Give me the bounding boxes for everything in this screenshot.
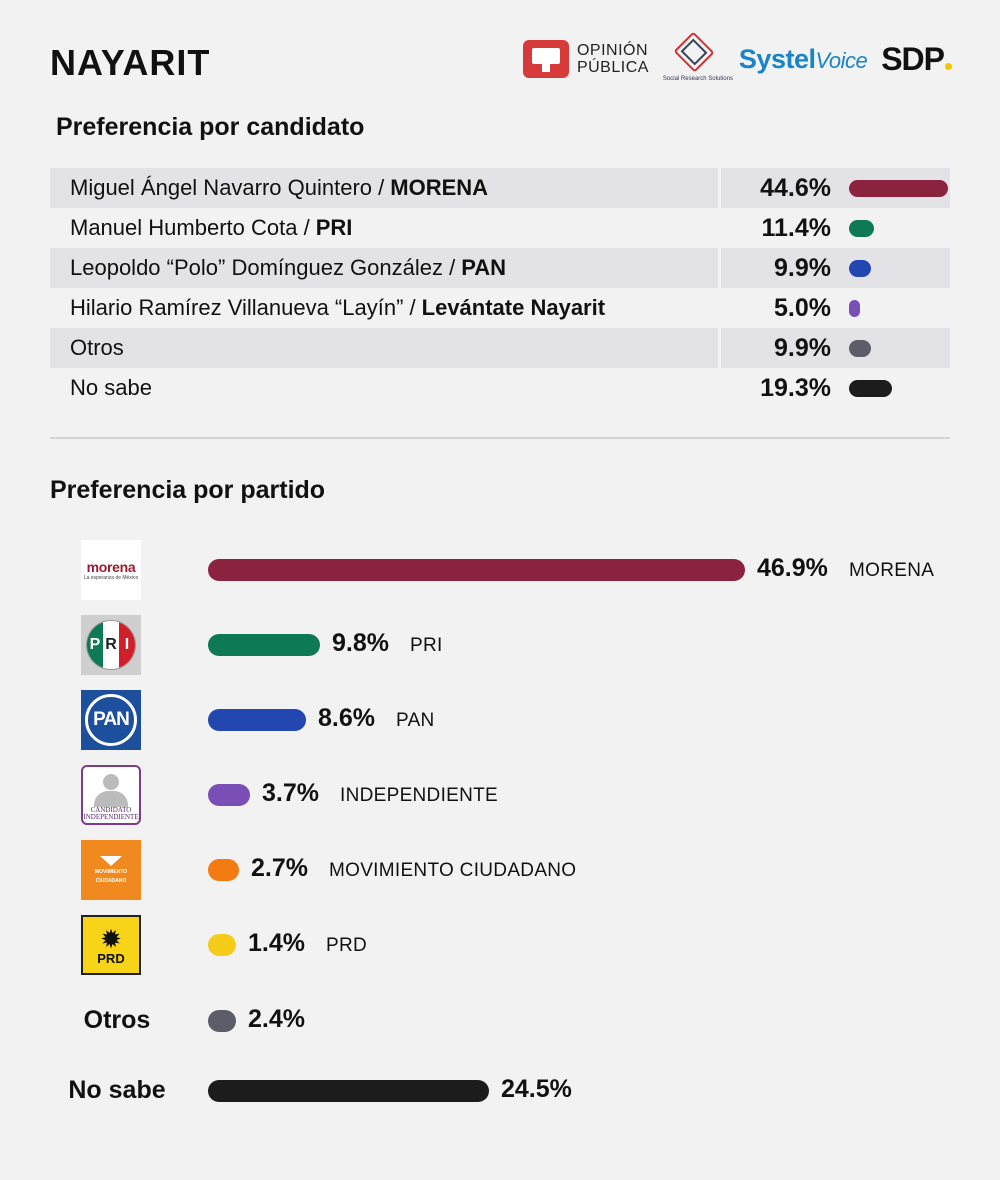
party-bar bbox=[208, 1010, 236, 1032]
party-row bbox=[0, 915, 1000, 975]
candidate-name: Manuel Humberto Cota / PRI bbox=[70, 215, 353, 240]
candidate-value-cell bbox=[721, 168, 950, 208]
candidate-name-text: Hilario Ramírez Villanueva “Layín” bbox=[70, 295, 404, 320]
party-section-title: Preferencia por partido bbox=[50, 476, 326, 504]
party-row-label: Otros bbox=[83, 1006, 151, 1034]
systel-voice-logo: SystelVoice bbox=[738, 43, 868, 74]
candidate-name-text: No sabe bbox=[70, 375, 152, 400]
party-percent-label: 9.8% bbox=[332, 629, 389, 657]
candidate-party: Levántate Nayarit bbox=[421, 295, 606, 320]
independiente-logo: CANDIDATO INDEPENDIENTE bbox=[81, 765, 141, 825]
candidate-name-text: Otros bbox=[70, 335, 124, 360]
candidate-name-text: Leopoldo “Polo” Domínguez González bbox=[70, 255, 444, 280]
candidate-name bbox=[50, 328, 718, 368]
candidate-value-cell bbox=[721, 288, 950, 328]
party-name-label: MOVIMIENTO CIUDADANO bbox=[329, 860, 577, 881]
party-percent-label: 1.4% bbox=[248, 929, 305, 957]
party-bar bbox=[208, 784, 250, 806]
candidate-party: MORENA bbox=[390, 175, 489, 200]
candidate-bar bbox=[849, 180, 948, 197]
party-name-label: MORENA bbox=[849, 560, 935, 581]
candidate-percent-label: 44.6% bbox=[760, 173, 831, 202]
candidate-party: PAN bbox=[461, 255, 507, 280]
party-row bbox=[0, 765, 1000, 825]
candidate-percent-label: 19.3% bbox=[760, 373, 831, 402]
candidate-row bbox=[50, 328, 950, 368]
candidate-value-cell bbox=[721, 248, 950, 288]
candidate-row bbox=[50, 248, 950, 288]
party-row bbox=[0, 690, 1000, 750]
movimiento-ciudadano-logo: MOVIMIENTO CIUDADANO bbox=[81, 840, 141, 900]
candidate-row bbox=[50, 288, 950, 328]
candidate-value-cell bbox=[721, 208, 950, 248]
pan-logo: PAN bbox=[81, 690, 141, 750]
opinion-logo-line1: OPINIÓN bbox=[576, 42, 649, 59]
party-percent-label: 46.9% bbox=[757, 554, 828, 582]
candidate-value-cell bbox=[721, 328, 950, 368]
candidate-preference-table bbox=[50, 168, 950, 408]
party-bar bbox=[208, 934, 236, 956]
section-divider bbox=[50, 437, 950, 439]
party-row bbox=[0, 615, 1000, 675]
party-percent-label: 2.7% bbox=[251, 854, 308, 882]
candidate-percent-label: 5.0% bbox=[774, 293, 831, 322]
sponsor-logos bbox=[523, 36, 952, 82]
candidates-section-title: Preferencia por candidato bbox=[56, 113, 365, 141]
sdp-logo: SDP bbox=[881, 41, 952, 78]
party-name-label: PRI bbox=[410, 635, 443, 656]
morena-logo: morena La esperanza de México bbox=[81, 540, 141, 600]
candidate-percent-label: 9.9% bbox=[774, 253, 831, 282]
party-name-label: PAN bbox=[396, 710, 435, 731]
party-row bbox=[0, 1070, 1000, 1130]
candidate-name: Miguel Ángel Navarro Quintero / MORENA bbox=[50, 168, 718, 208]
candidate-name: Hilario Ramírez Villanueva “Layín” / Levántate Nayarit bbox=[70, 295, 606, 320]
pri-logo: P R I bbox=[81, 615, 141, 675]
party-bar bbox=[208, 859, 239, 881]
candidate-name-text: Manuel Humberto Cota bbox=[70, 215, 298, 240]
party-bar bbox=[208, 634, 320, 656]
party-row bbox=[0, 540, 1000, 600]
party-bar bbox=[208, 559, 745, 581]
candidate-name: Leopoldo “Polo” Domínguez González / PAN bbox=[50, 248, 718, 288]
candidate-name bbox=[50, 368, 718, 408]
party-name-label: INDEPENDIENTE bbox=[340, 785, 499, 806]
candidate-percent-label: 11.4% bbox=[761, 213, 831, 242]
page-title: NAYARIT bbox=[50, 42, 211, 83]
party-bar bbox=[208, 709, 306, 731]
candidate-value-cell bbox=[721, 368, 950, 408]
party-percent-label: 24.5% bbox=[501, 1075, 572, 1103]
social-research-solutions-logo bbox=[662, 36, 733, 82]
party-percent-label: 8.6% bbox=[318, 704, 375, 732]
candidate-row bbox=[50, 368, 950, 408]
party-name-label: PRD bbox=[326, 935, 368, 956]
speech-bubble-icon bbox=[523, 40, 569, 78]
candidate-bar bbox=[849, 260, 871, 277]
party-bar bbox=[208, 1080, 489, 1102]
party-row-label: No sabe bbox=[68, 1076, 166, 1104]
party-row bbox=[0, 1000, 1000, 1060]
prd-logo: ✹ PRD bbox=[81, 915, 141, 975]
party-percent-label: 2.4% bbox=[248, 1005, 305, 1033]
candidate-party: PRI bbox=[315, 215, 353, 240]
opinion-publica-logo bbox=[523, 40, 649, 78]
party-row bbox=[0, 840, 1000, 900]
candidate-row bbox=[50, 168, 950, 208]
candidate-bar bbox=[849, 300, 860, 317]
candidate-row bbox=[50, 208, 950, 248]
candidate-bar bbox=[849, 220, 874, 237]
party-percent-label: 3.7% bbox=[262, 779, 319, 807]
opinion-logo-line2: PÚBLICA bbox=[576, 59, 649, 76]
candidate-name-text: Miguel Ángel Navarro Quintero bbox=[70, 175, 373, 200]
candidate-bar bbox=[849, 340, 871, 357]
candidate-bar bbox=[849, 380, 892, 397]
srs-logo-text: Social Research Solutions bbox=[662, 76, 733, 82]
candidate-percent-label: 9.9% bbox=[774, 333, 831, 362]
